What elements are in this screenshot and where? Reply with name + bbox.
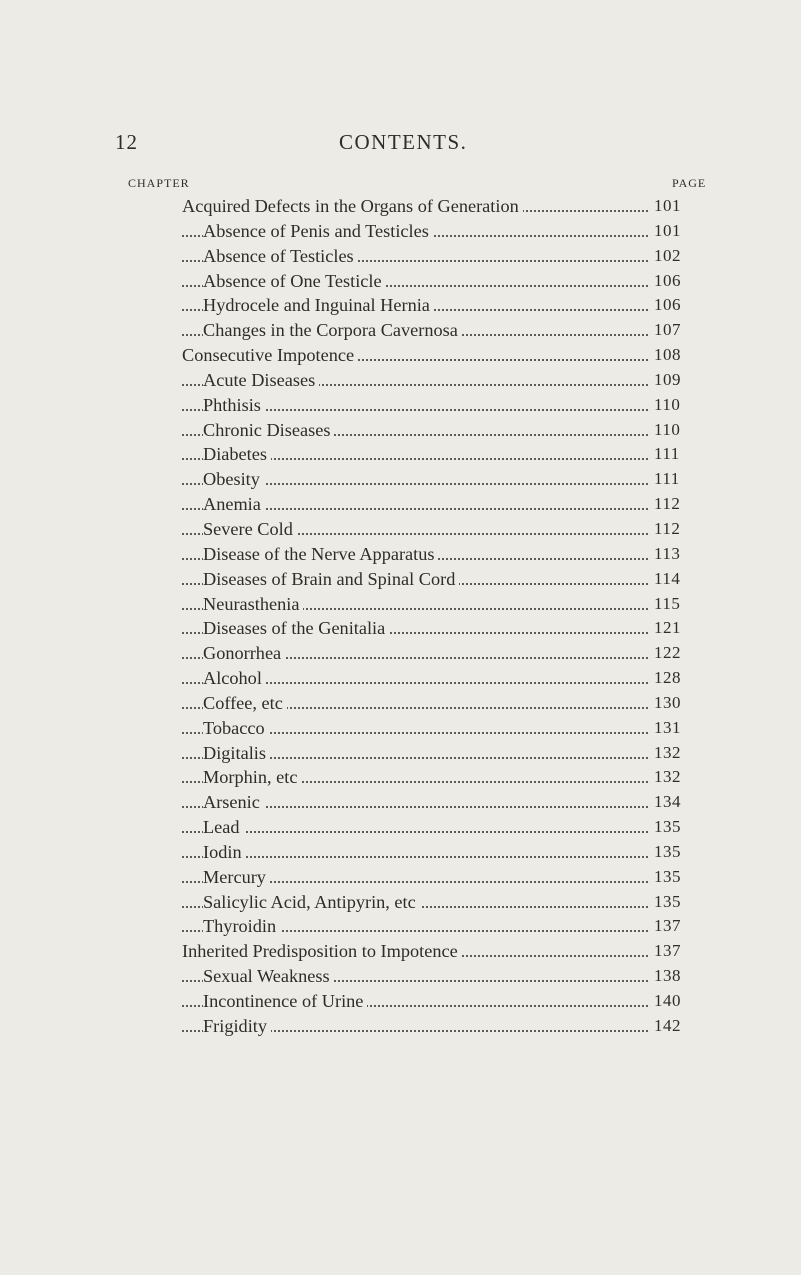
toc-entry-page: 114 [654,567,702,592]
toc-entry [0,914,801,939]
toc-entry [0,1014,801,1039]
toc-entry [0,741,801,766]
toc-entry-title: Absence of Penis and Testicles [203,219,433,244]
toc-entry-page: 112 [654,492,702,517]
toc-entry-page: 138 [654,964,702,989]
toc-entry [0,293,801,318]
toc-entry-page: 135 [654,840,702,865]
toc-entry [0,989,801,1014]
toc-entry [0,616,801,641]
toc-entry-page: 140 [654,989,702,1014]
toc-entry-title: Acute Diseases [203,368,319,393]
toc-entry-page: 112 [654,517,702,542]
toc-entry-title: Salicylic Acid, Antipyrin, etc [203,890,420,915]
toc-entry [0,939,801,964]
toc-entry-page: 132 [654,741,702,766]
toc-entry [0,492,801,517]
toc-entry-title: Gonorrhea [203,641,285,666]
page-column-label: PAGE [672,176,707,190]
toc-entry-title: Diseases of Brain and Spinal Cord [203,567,459,592]
toc-entry [0,244,801,269]
toc-entry-title: Changes in the Corpora Cavernosa [203,318,462,343]
toc-entry-title: Thyroidin [203,914,280,939]
toc-entry-title: Absence of Testicles [203,244,358,269]
toc-entry-page: 132 [654,765,702,790]
toc-entry-title: Phthisis [203,393,265,418]
toc-entry-title: Frigidity [203,1014,271,1039]
toc-entry-page: 109 [654,368,702,393]
toc-entry-page: 135 [654,865,702,890]
toc-entry [0,815,801,840]
toc-entry [0,890,801,915]
toc-entry-title: Alcohol [203,666,266,691]
page-title: CONTENTS. [339,130,468,154]
table-of-contents [0,194,801,1039]
toc-entry-page: 130 [654,691,702,716]
toc-entry-page: 106 [654,269,702,294]
toc-entry-title: Neurasthenia [203,592,303,617]
toc-entry-title: Morphin, etc [203,765,301,790]
toc-entry [0,691,801,716]
toc-entry [0,592,801,617]
toc-entry-title: Incontinence of Urine [203,989,367,1014]
toc-entry-page: 142 [654,1014,702,1039]
toc-entry-title: Diseases of the Genitalia [203,616,389,641]
dot-leader [182,831,648,833]
toc-entry-title: Lead [203,815,244,840]
toc-entry-title: Iodin [203,840,246,865]
toc-entry [0,219,801,244]
toc-entry-title: Chronic Diseases [203,418,334,443]
toc-entry-page: 135 [654,890,702,915]
toc-entry [0,666,801,691]
toc-entry [0,567,801,592]
toc-entry-title: Tobacco [203,716,269,741]
toc-entry-page: 108 [654,343,702,368]
toc-entry-page: 131 [654,716,702,741]
toc-entry [0,716,801,741]
toc-entry-title: Absence of One Testicle [203,269,386,294]
toc-entry-title: Arsenic [203,790,264,815]
toc-entry [0,765,801,790]
toc-entry-page: 115 [654,592,702,617]
toc-entry-title: Hydrocele and Inguinal Hernia [203,293,434,318]
toc-entry [0,517,801,542]
toc-entry [0,964,801,989]
toc-entry [0,442,801,467]
toc-entry-page: 137 [654,914,702,939]
toc-entry [0,194,801,219]
toc-entry-page: 111 [654,467,702,492]
toc-entry-page: 113 [654,542,702,567]
running-head [0,130,801,162]
toc-entry [0,467,801,492]
toc-entry-title: Sexual Weakness [203,964,334,989]
toc-entry [0,269,801,294]
page-number: 12 [115,130,138,154]
toc-entry-title: Digitalis [203,741,270,766]
toc-entry [0,790,801,815]
toc-entry-page: 134 [654,790,702,815]
toc-entry-title: Acquired Defects in the Organs of Generation [182,194,523,219]
toc-entry-page: 128 [654,666,702,691]
toc-entry-page: 101 [654,219,702,244]
toc-entry-title: Anemia [203,492,265,517]
toc-entry [0,393,801,418]
column-labels [0,176,801,194]
toc-entry [0,418,801,443]
toc-entry [0,368,801,393]
toc-entry-page: 137 [654,939,702,964]
chapter-column-label: CHAPTER [128,176,190,190]
toc-entry-page: 122 [654,641,702,666]
toc-entry-page: 110 [654,418,702,443]
toc-entry [0,318,801,343]
toc-entry [0,840,801,865]
toc-entry-title: Obesity [203,467,264,492]
toc-entry-title: Diabetes [203,442,271,467]
toc-entry [0,865,801,890]
toc-entry-page: 106 [654,293,702,318]
dot-leader [182,856,648,858]
toc-entry [0,641,801,666]
toc-entry [0,343,801,368]
toc-entry-page: 110 [654,393,702,418]
toc-entry-title: Mercury [203,865,270,890]
toc-entry-page: 107 [654,318,702,343]
toc-entry-title: Disease of the Nerve Apparatus [203,542,438,567]
toc-entry-page: 111 [654,442,702,467]
toc-entry-title: Consecutive Impotence [182,343,358,368]
toc-entry-page: 135 [654,815,702,840]
toc-entry-title: Coffee, etc [203,691,287,716]
toc-entry-page: 101 [654,194,702,219]
toc-entry-title: Severe Cold [203,517,297,542]
toc-entry-page: 102 [654,244,702,269]
toc-entry-page: 121 [654,616,702,641]
toc-entry [0,542,801,567]
toc-entry-title: Inherited Predisposition to Impotence [182,939,462,964]
